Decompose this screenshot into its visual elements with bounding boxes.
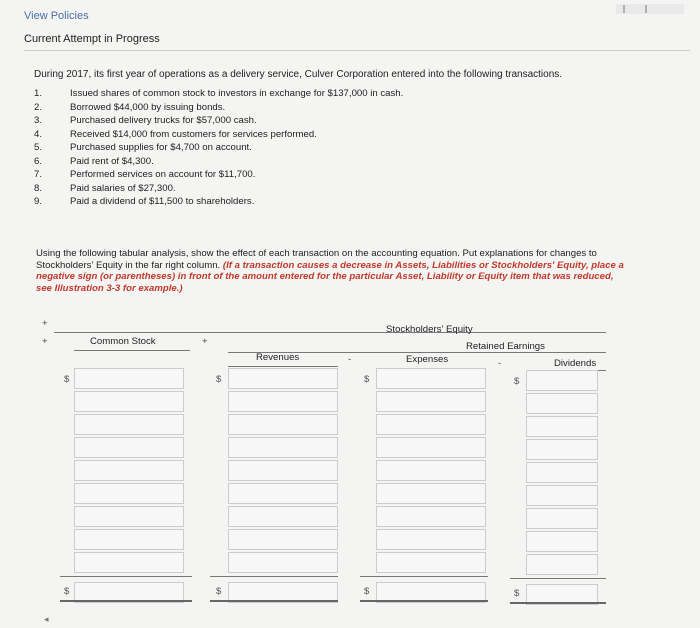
plus-sign: +: [42, 318, 48, 329]
list-item: 1. Issued shares of common stock to investors in exchange for $137,000 in cash.: [34, 88, 404, 99]
common-stock-column: [74, 368, 184, 573]
common-stock-input[interactable]: [74, 483, 184, 504]
problem-intro: During 2017, its first year of operations as a delivery service, Culver Corporation entered into the following transactions.: [34, 69, 563, 80]
expenses-input[interactable]: [376, 391, 486, 412]
currency-sign: $: [216, 374, 222, 385]
stockholders-equity-header: Stockholders' Equity: [386, 324, 473, 335]
minus-sign: -: [498, 358, 502, 369]
total-rule: [510, 578, 606, 579]
expenses-input[interactable]: [376, 414, 486, 435]
dividends-input[interactable]: [526, 416, 598, 437]
view-policies-link[interactable]: View Policies: [24, 10, 89, 22]
dividends-input[interactable]: [526, 554, 598, 575]
expenses-column: [376, 368, 486, 573]
currency-sign: $: [514, 588, 520, 599]
instructions: [36, 248, 626, 294]
double-rule: [510, 602, 606, 604]
revenues-input[interactable]: [228, 437, 338, 458]
double-rule: [360, 600, 488, 602]
common-stock-input[interactable]: [74, 391, 184, 412]
common-stock-input[interactable]: [74, 414, 184, 435]
revenues-input[interactable]: [228, 368, 338, 389]
dividends-input[interactable]: [526, 439, 598, 460]
instructions-text: Using the following tabular analysis, show the effect of each transaction on the accounting equation. Put explanations for changes to Stockholders' Equity in the far right column.: [36, 248, 597, 271]
dividends-input[interactable]: [526, 485, 598, 506]
plus-sign: +: [202, 336, 208, 347]
plus-sign: +: [42, 336, 48, 347]
revenues-input[interactable]: [228, 483, 338, 504]
minus-sign: -: [348, 354, 352, 365]
total-rule: [60, 576, 192, 577]
currency-sign: $: [364, 586, 370, 597]
expenses-header: Expenses: [406, 354, 449, 365]
revenues-input[interactable]: [228, 506, 338, 527]
expenses-input[interactable]: [376, 529, 486, 550]
list-item: 4. Received $14,000 from customers for services performed.: [34, 128, 317, 140]
list-item: 9. Paid a dividend of $11,500 to shareholders.: [34, 196, 255, 207]
total-rule: [210, 576, 338, 577]
retained-earnings-header: Retained Earnings: [466, 341, 545, 352]
header-rule: [74, 350, 190, 351]
revenues-column: [228, 368, 338, 573]
currency-sign: $: [364, 374, 370, 385]
double-rule: [210, 600, 338, 602]
currency-sign: $: [64, 374, 70, 385]
list-item: 2. Borrowed $44,000 by issuing bonds.: [34, 101, 226, 113]
revenues-input[interactable]: [228, 552, 338, 573]
expenses-input[interactable]: [376, 368, 486, 389]
dividends-input[interactable]: [526, 370, 598, 391]
common-stock-input[interactable]: [74, 506, 184, 527]
revenues-input[interactable]: [228, 414, 338, 435]
corner-toolbar-icon[interactable]: [616, 2, 684, 16]
expenses-input[interactable]: [376, 460, 486, 481]
list-item: 3. Purchased delivery trucks for $57,000 cash.: [34, 115, 257, 126]
transaction-list: [34, 87, 403, 209]
common-stock-input[interactable]: [74, 368, 184, 389]
list-item: 7. Performed services on account for $11,700.: [34, 169, 256, 180]
revenues-input[interactable]: [228, 460, 338, 481]
currency-sign: $: [514, 376, 520, 387]
common-stock-input[interactable]: [74, 437, 184, 458]
expenses-input[interactable]: [376, 506, 486, 527]
currency-sign: $: [64, 586, 70, 597]
common-stock-header: Common Stock: [90, 336, 156, 347]
header-divider: [24, 50, 690, 51]
list-item: 6. Paid rent of $4,300.: [34, 155, 154, 167]
list-item: 8. Paid salaries of $27,300.: [34, 182, 176, 194]
expenses-input[interactable]: [376, 552, 486, 573]
header-rule: [228, 366, 338, 367]
dividends-input[interactable]: [526, 393, 598, 414]
common-stock-input[interactable]: [74, 552, 184, 573]
instructions-emphasis: (If a transaction causes a decrease in Assets, Liabilities or Stockholders' Equity, place a negative sign (or parentheses) in front of the amount entered for the particular Asset, Liability or Equity item that was reduced, see Illustration 3-3 for example.): [36, 259, 624, 294]
currency-sign: $: [216, 586, 222, 597]
double-rule: [60, 600, 192, 602]
dividends-column: [526, 370, 598, 575]
dividends-header: Dividends: [554, 358, 597, 369]
dividends-input[interactable]: [526, 531, 598, 552]
expenses-input[interactable]: [376, 483, 486, 504]
dividends-input[interactable]: [526, 508, 598, 529]
revenues-input[interactable]: [228, 391, 338, 412]
list-item: 5. Purchased supplies for $4,700 on account.: [34, 142, 252, 153]
total-rule: [360, 576, 488, 577]
common-stock-input[interactable]: [74, 529, 184, 550]
dividends-input[interactable]: [526, 462, 598, 483]
header-rule: [54, 332, 606, 333]
common-stock-input[interactable]: [74, 460, 184, 481]
attempt-status: Current Attempt in Progress: [24, 33, 160, 45]
scroll-arrow-icon[interactable]: ◂: [44, 614, 49, 624]
revenues-input[interactable]: [228, 529, 338, 550]
revenues-header: Revenues: [256, 352, 300, 363]
expenses-input[interactable]: [376, 437, 486, 458]
